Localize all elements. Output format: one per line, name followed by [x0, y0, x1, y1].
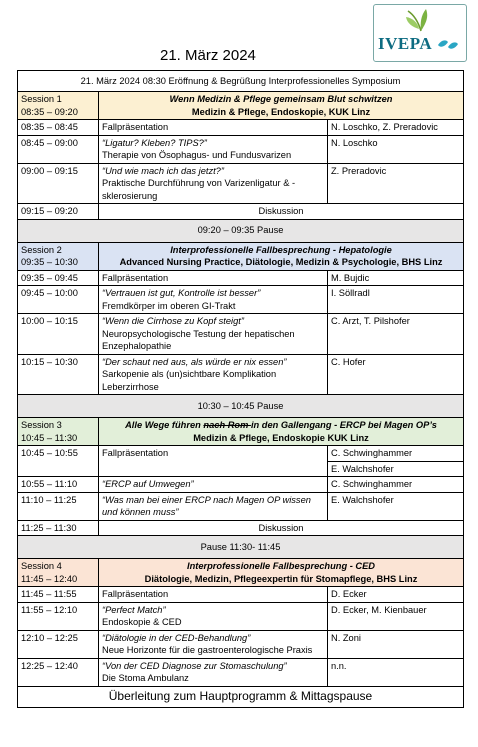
table-row — [18, 492, 464, 520]
session-2-label-cell — [18, 242, 99, 270]
topic-cell — [99, 314, 328, 355]
session-time: 09:35 – 10:30 — [21, 257, 78, 267]
table-row — [18, 354, 464, 395]
session-title — [102, 419, 460, 432]
table-row — [18, 477, 464, 493]
table-row — [18, 120, 464, 136]
table-row — [18, 135, 464, 163]
session-subtitle: Diätologie, Medizin, Pflegeexpertin für Stomapflege, BHS Linz — [144, 573, 418, 584]
time-cell: 11:10 – 11:25 — [18, 492, 99, 520]
table-row — [18, 270, 464, 286]
drops-icon — [434, 35, 464, 55]
speaker-cell: D. Ecker, M. Kienbauer — [328, 602, 464, 630]
topic-cell: Fallpräsentation — [99, 120, 328, 136]
topic-cell — [99, 477, 328, 493]
topic-cell: Fallpräsentation — [99, 446, 328, 477]
session-1-label-cell — [18, 92, 99, 120]
speaker-cell: N. Zoni — [328, 630, 464, 658]
talk-quote: “Was man bei einer ERCP nach Magen OP wissen und können muss” — [102, 494, 311, 517]
time-cell: 12:10 – 12:25 — [18, 630, 99, 658]
time-cell: 11:45 – 11:55 — [18, 587, 99, 603]
time-cell: 09:45 – 10:00 — [18, 286, 99, 314]
speaker-cell: I. Söllradl — [328, 286, 464, 314]
page-title: 21. März 2024 — [160, 47, 256, 64]
session-4-label-cell — [18, 559, 99, 587]
session-subtitle: Medizin & Pflege, Endoskopie, KUK Linz — [191, 106, 371, 117]
session-subtitle: Advanced Nursing Practice, Diätologie, Medizin & Psychologie, BHS Linz — [119, 257, 443, 267]
topic-cell: Fallpräsentation — [99, 587, 328, 603]
time-cell: 11:55 – 12:10 — [18, 602, 99, 630]
topic-cell — [99, 658, 328, 686]
pause-row — [18, 536, 464, 559]
session-2-header — [18, 242, 464, 270]
topic-cell — [99, 602, 328, 630]
session-4-header — [18, 559, 464, 587]
speaker: E. Walchshofer — [328, 461, 463, 476]
header-cell: 21. März 2024 08:30 Eröffnung & Begrüßung Interprofessionelles Symposium — [18, 71, 464, 92]
session-time: 10:45 – 11:30 — [21, 432, 78, 443]
speaker-cell: N. Loschko — [328, 135, 464, 163]
time-cell: 10:55 – 11:10 — [18, 477, 99, 493]
title-part: Alle Wege führen — [125, 420, 204, 430]
title-part: in den Gallengang - ERCP bei Magen OP’s — [250, 420, 437, 430]
footer-row — [18, 686, 464, 707]
ivepa-logo — [373, 4, 467, 62]
table-row — [18, 314, 464, 355]
time-cell: 10:00 – 10:15 — [18, 314, 99, 355]
title-strikethrough: nach Rom — [203, 420, 251, 430]
session-3-header — [18, 418, 464, 446]
session-title: Interprofessionelle Fallbesprechung - Hepatologie — [170, 244, 392, 255]
pause-cell: Pause 11:30- 11:45 — [18, 536, 464, 559]
speaker-cell: N. Loschko, Z. Preradovic — [328, 120, 464, 136]
time-cell: 11:25 – 11:30 — [18, 520, 99, 536]
topic-cell — [99, 286, 328, 314]
session-subtitle: Medizin & Pflege, Endoskopie KUK Linz — [193, 432, 369, 443]
topic-cell — [99, 354, 328, 395]
talk-quote: “Diätologie in der CED-Behandlung” — [102, 632, 251, 643]
session-4-title-cell — [99, 559, 464, 587]
session-title: Interprofessionelle Fallbesprechung - CED — [186, 561, 376, 571]
program-table — [17, 70, 464, 708]
time-cell: 08:35 – 08:45 — [18, 120, 99, 136]
pause-cell: 09:20 – 09:35 Pause — [18, 219, 464, 242]
time-cell: 12:25 – 12:40 — [18, 658, 99, 686]
speaker-cell: n.n. — [328, 658, 464, 686]
talk-quote: “Perfect Match” — [102, 604, 166, 615]
session-3-title-cell — [99, 418, 464, 446]
speaker: C. Schwinghammer — [331, 448, 413, 458]
table-row — [18, 163, 464, 204]
discussion-row — [18, 204, 464, 220]
pause-row — [18, 219, 464, 242]
talk-quote: “Der schaut ned aus, als würde er nix essen” — [102, 356, 287, 367]
speaker-cell: M. Bujdic — [328, 270, 464, 286]
session-label: Session 1 — [21, 94, 62, 104]
footer-cell: Überleitung zum Hauptprogramm & Mittagspause — [18, 686, 464, 707]
logo-text: IVEPA — [378, 34, 433, 53]
pause-cell: 10:30 – 10:45 Pause — [18, 395, 464, 418]
talk-quote: “Vertrauen ist gut, Kontrolle ist besser” — [102, 288, 261, 298]
talk-quote: “Ligatur? Kleben? TIPS?” — [102, 137, 207, 148]
topic-cell — [99, 492, 328, 520]
topic-cell — [99, 163, 328, 204]
header-row — [18, 71, 464, 92]
speaker-cell — [328, 446, 464, 477]
session-title: Wenn Medizin & Pflege gemeinsam Blut schwitzen — [169, 94, 393, 104]
session-1-title-cell — [99, 92, 464, 120]
table-row — [18, 602, 464, 630]
session-2-title-cell — [99, 242, 464, 270]
session-time: 08:35 – 09:20 — [21, 106, 78, 117]
speaker-cell: D. Ecker — [328, 587, 464, 603]
table-row — [18, 658, 464, 686]
time-cell: 09:15 – 09:20 — [18, 204, 99, 220]
talk-quote: “Und wie mach ich das jetzt?” — [102, 165, 224, 176]
talk-description: Die Stoma Ambulanz — [102, 673, 189, 683]
session-label: Session 4 — [21, 561, 62, 571]
discussion-cell: Diskussion — [99, 204, 464, 220]
table-row — [18, 630, 464, 658]
talk-description: Neuropsychologische Testung der hepatischen Enzephalopathie — [102, 328, 295, 351]
table-row — [18, 587, 464, 603]
pause-row — [18, 395, 464, 418]
talk-quote: “Von der CED Diagnose zur Stomaschulung” — [102, 660, 287, 671]
talk-description: Neue Horizonte für die gastroenterologische Praxis — [102, 645, 313, 655]
session-label: Session 2 — [21, 244, 62, 255]
session-label: Session 3 — [21, 420, 62, 430]
time-cell: 09:00 – 09:15 — [18, 163, 99, 204]
speaker-cell: E. Walchshofer — [328, 492, 464, 520]
speaker-cell: C. Schwinghammer — [328, 477, 464, 493]
talk-description: Sarkopenie als (un)sichtbare Komplikation Leberzirrhose — [102, 369, 277, 392]
talk-quote: “Wenn die Cirrhose zu Kopf steigt” — [102, 316, 244, 326]
leaf-icon — [374, 5, 466, 35]
time-cell: 10:45 – 10:55 — [18, 446, 99, 477]
time-cell: 10:15 – 10:30 — [18, 354, 99, 395]
time-cell: 09:35 – 09:45 — [18, 270, 99, 286]
session-1-header — [18, 92, 464, 120]
topic-cell — [99, 630, 328, 658]
speaker-cell: C. Hofer — [328, 354, 464, 395]
session-time: 11:45 – 12:40 — [21, 573, 78, 584]
talk-description: Therapie von Ösophagus- und Fundusvarizen — [102, 150, 292, 160]
discussion-row — [18, 520, 464, 536]
talk-description: Endoskopie & CED — [102, 617, 182, 627]
speaker-cell: Z. Preradovic — [328, 163, 464, 204]
topic-cell: Fallpräsentation — [99, 270, 328, 286]
topic-cell — [99, 135, 328, 163]
session-3-label-cell — [18, 418, 99, 446]
table-row — [18, 446, 464, 477]
speaker-cell: C. Arzt, T. Pilshofer — [328, 314, 464, 355]
talk-description: Fremdkörper im oberen GI-Trakt — [102, 300, 236, 311]
discussion-cell: Diskussion — [99, 520, 464, 536]
talk-description: Praktische Durchführung von Varizenligatur & -sklerosierung — [102, 178, 296, 201]
table-row — [18, 286, 464, 314]
time-cell: 08:45 – 09:00 — [18, 135, 99, 163]
talk-quote: “ERCP auf Umwegen” — [102, 479, 194, 489]
